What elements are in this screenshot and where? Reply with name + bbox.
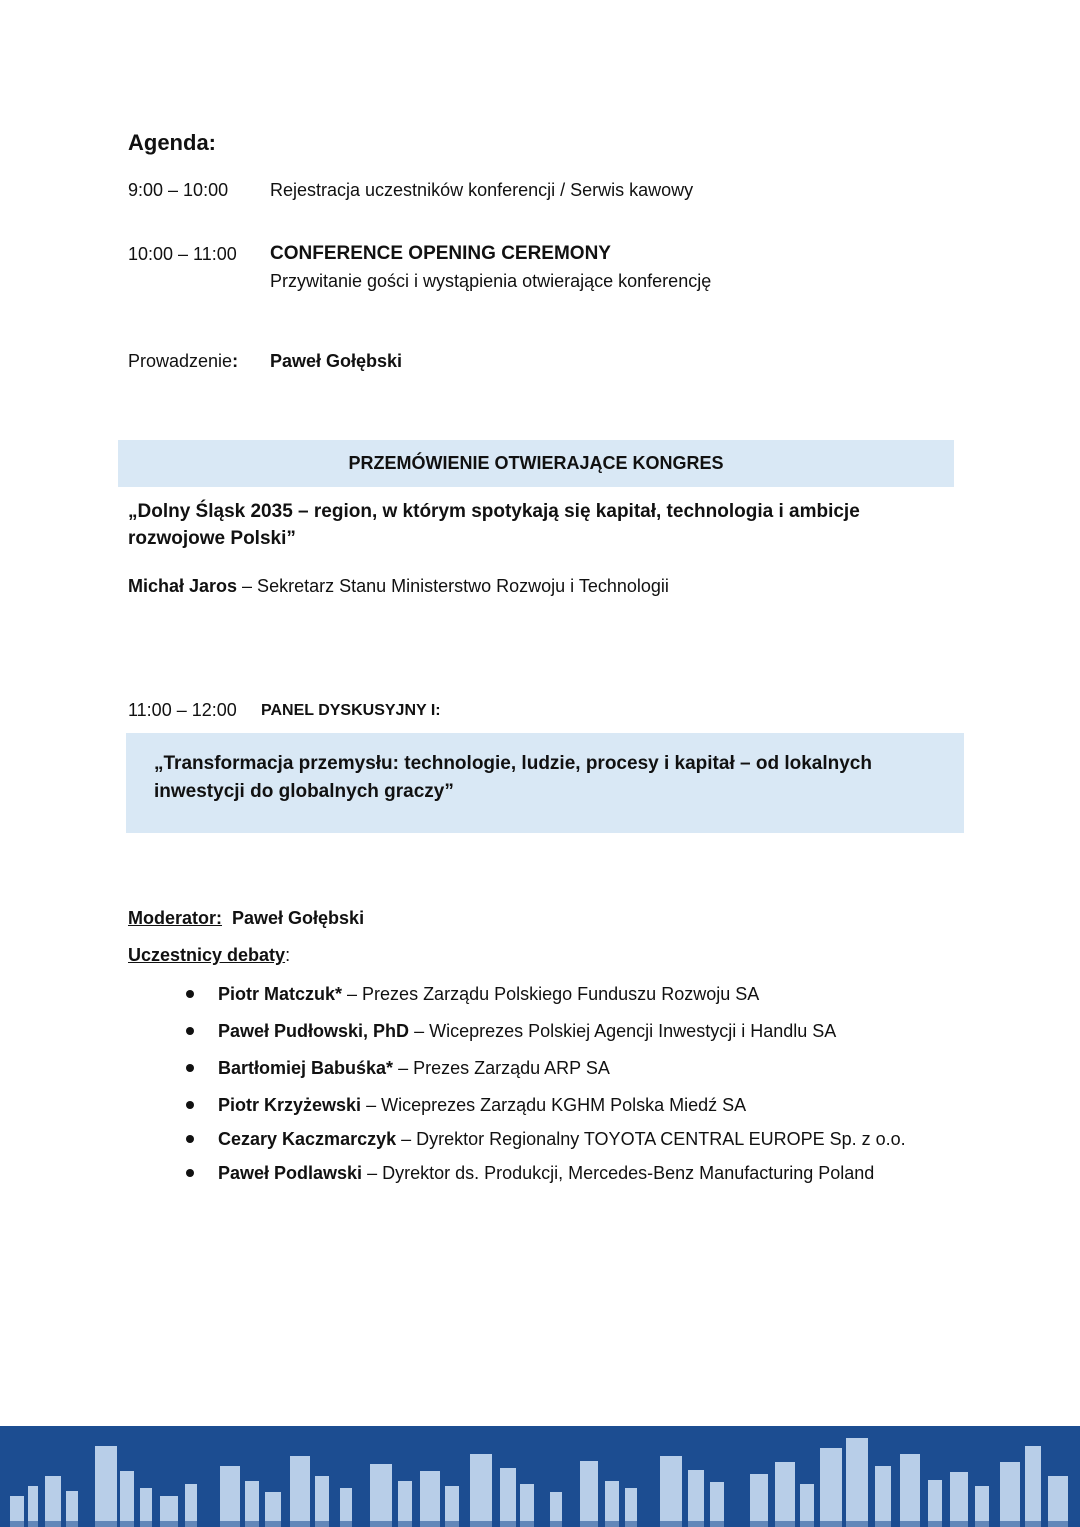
participant-name: Paweł Pudłowski, PhD [218, 1021, 410, 1041]
participant-role: – Wiceprezes Polskiej Agencji Inwestycji i Handlu SA [409, 1021, 837, 1041]
panel-label: PANEL DYSKUSYJNY I: [261, 702, 441, 719]
participant-name: Piotr Matczuk* [218, 984, 343, 1004]
participants-colon: : [285, 945, 291, 965]
host-colon: : [232, 351, 239, 371]
moderator-line [128, 908, 364, 929]
host-line [128, 351, 238, 372]
participant-name: Bartłomiej Babuśka* [218, 1058, 394, 1078]
panel-time: 11:00 – 12:00 [128, 700, 237, 720]
list-item [186, 1093, 906, 1127]
list-item [186, 1127, 906, 1161]
list-item [186, 1161, 906, 1195]
opening-speech-banner: PRZEMÓWIENIE OTWIERAJĄCE KONGRES [118, 440, 954, 487]
participant-name: Paweł Podlawski [218, 1163, 363, 1183]
agenda-title: Agenda: [128, 130, 216, 155]
opening-speaker [128, 576, 669, 597]
skyline-illustration [0, 1426, 1080, 1527]
host-name: Paweł Gołębski [270, 351, 403, 371]
schedule-subtitle-2: Przywitanie gości i wystąpienia otwierające konferencję [270, 271, 712, 291]
participants-label: Uczestnicy debaty [128, 945, 286, 965]
participant-role: – Prezes Zarządu ARP SA [393, 1058, 610, 1078]
participant-role: – Prezes Zarządu Polskiego Funduszu Rozwoju SA [342, 984, 760, 1004]
participant-name: Cezary Kaczmarczyk [218, 1129, 397, 1149]
list-item [186, 1019, 906, 1056]
participant-role: – Dyrektor Regionalny TOYOTA CENTRAL EUROPE Sp. z o.o. [396, 1129, 906, 1149]
schedule-title-1: Rejestracja uczestników konferencji / Serwis kawowy [270, 180, 694, 200]
participant-role: – Dyrektor ds. Produkcji, Mercedes-Benz Manufacturing Poland [362, 1163, 875, 1183]
participants-list [186, 982, 906, 1195]
schedule-time-2: 10:00 – 11:00 [128, 244, 237, 264]
schedule-time-1: 9:00 – 10:00 [128, 180, 229, 200]
participant-role: – Wiceprezes Zarządu KGHM Polska Miedź SA [361, 1095, 747, 1115]
panel-topic: „Transformacja przemysłu: technologie, ludzie, procesy i kapitał – od lokalnych inwestycji do globalnych graczy” [154, 753, 872, 802]
participants-heading [128, 945, 290, 966]
moderator-label: Moderator: [128, 908, 222, 928]
list-item [186, 982, 906, 1019]
opening-speech-quote: „Dolny Śląsk 2035 – region, w którym spotykają się kapitał, technologia i ambicje rozwojowe Polski” [128, 501, 860, 549]
speaker-name: Michał Jaros [128, 576, 238, 596]
list-item [186, 1056, 906, 1093]
participant-name: Piotr Krzyżewski [218, 1095, 362, 1115]
moderator-name: Paweł Gołębski [232, 908, 365, 928]
host-label: Prowadzenie [128, 351, 233, 371]
schedule-title-2: CONFERENCE OPENING CEREMONY [270, 243, 611, 264]
speaker-role: – Sekretarz Stanu Ministerstwo Rozwoju i Technologii [237, 576, 669, 596]
footer-skyline-banner [0, 1426, 1080, 1527]
